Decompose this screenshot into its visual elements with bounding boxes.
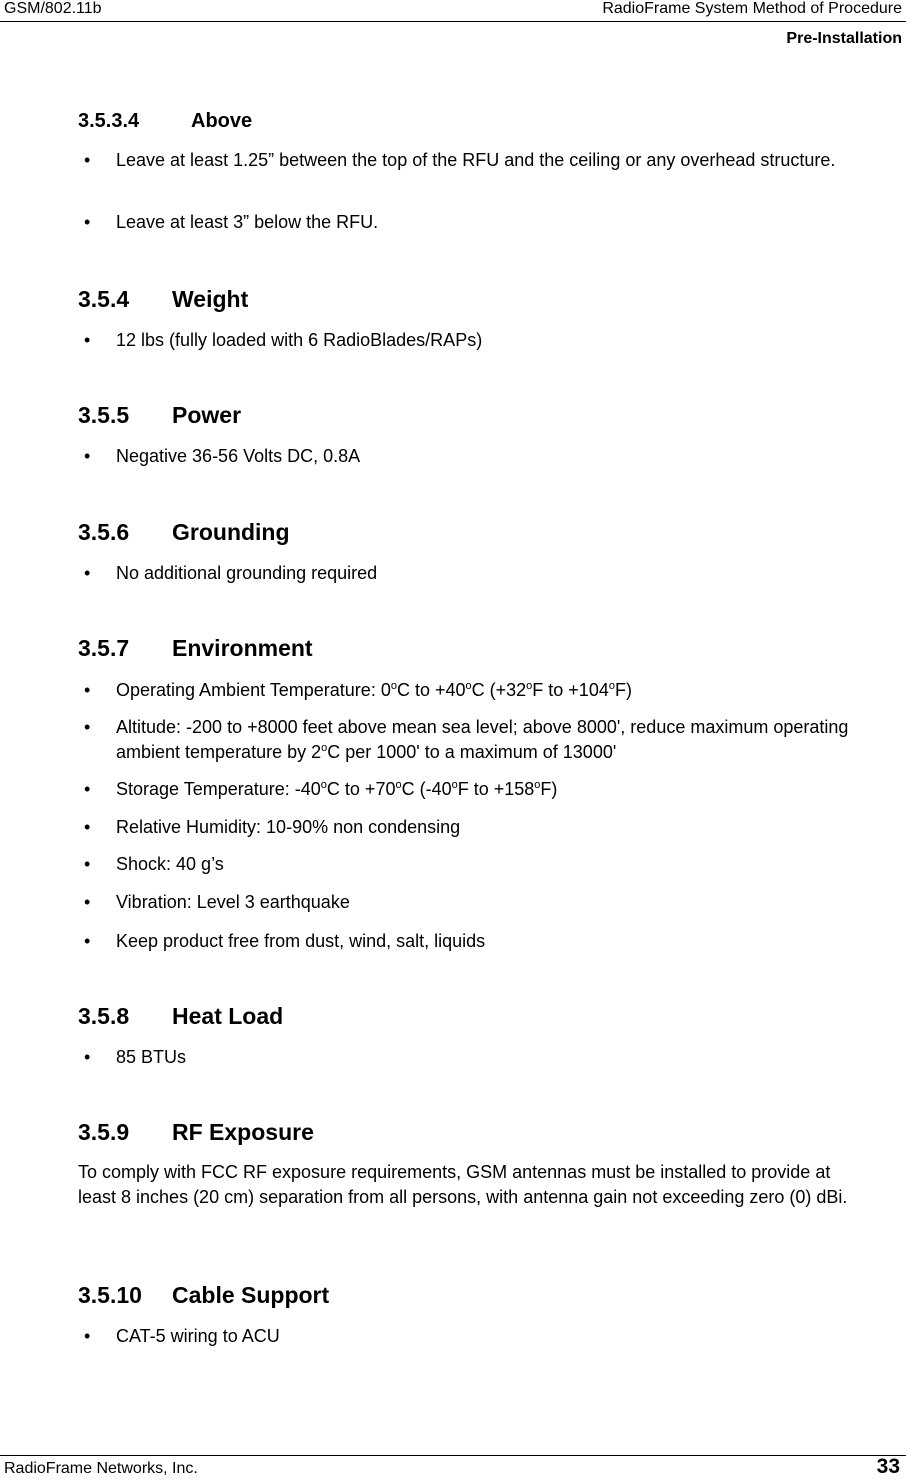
list-item-text: 85 BTUs xyxy=(116,1047,187,1067)
list-item xyxy=(78,678,878,703)
heading-number: 3.5.7 xyxy=(78,635,130,661)
list-item xyxy=(78,815,878,840)
bullet-icon: • xyxy=(84,892,91,912)
header-section: Pre-Installation xyxy=(786,30,902,47)
list-item xyxy=(78,929,878,954)
list-item-text: Leave at least 3” below the RFU. xyxy=(116,212,379,232)
list-item xyxy=(78,1324,878,1349)
header-doc-id: GSM/802.11b xyxy=(4,0,102,17)
heading-3-5-8 xyxy=(78,1003,283,1030)
page-number: 33 xyxy=(876,1455,900,1478)
bullet-icon: • xyxy=(84,1047,91,1067)
list-item xyxy=(78,777,878,802)
heading-3-5-6 xyxy=(78,519,290,546)
list-item xyxy=(78,890,878,915)
heading-3-5-10 xyxy=(78,1282,329,1309)
heading-number: 3.5.10 xyxy=(78,1282,142,1308)
heading-title: Weight xyxy=(172,286,249,312)
rf-exposure-paragraph: To comply with FCC RF exposure requirements, GSM antennas must be installed to provide at least 8 inches (20 cm) separation from all persons, with antenna gain not exceeding zero (0) dBi. xyxy=(78,1162,848,1207)
bullet-icon: • xyxy=(84,1326,91,1346)
heading-title: Environment xyxy=(172,635,313,661)
list-item xyxy=(78,444,878,469)
heading-title: Heat Load xyxy=(172,1003,284,1029)
heading-3-5-5 xyxy=(78,402,241,429)
list-item-text: Altitude: -200 to +8000 feet above mean sea level; above 8000', reduce maximum operating ambient temperature by 2$^o$C per 1000' to a maximum of 13000' xyxy=(116,717,849,762)
heading-3-5-7 xyxy=(78,635,313,662)
heading-title: Cable Support xyxy=(172,1282,330,1308)
list-item xyxy=(78,1045,878,1070)
list-item-text: 12 lbs (fully loaded with 6 RadioBlades/RAPs) xyxy=(116,330,483,350)
bullet-icon: • xyxy=(84,854,91,874)
heading-title: Power xyxy=(172,402,242,428)
bullet-icon: • xyxy=(84,717,91,737)
list-item-text: Shock: 40 g’s xyxy=(116,854,224,874)
list-item-text: Vibration: Level 3 earthquake xyxy=(116,892,350,912)
list-item-text: Leave at least 1.25” between the top of the RFU and the ceiling or any overhead structure. xyxy=(116,150,836,170)
list-item-text: Keep product free from dust, wind, salt, liquids xyxy=(116,931,486,951)
list-item-text: Storage Temperature: -40$^o$C to $+70^oC$ (-40$^o$F to $+158^oF$) xyxy=(116,779,558,799)
heading-3-5-3-4 xyxy=(78,110,252,133)
list-item xyxy=(78,148,878,173)
bullet-icon: • xyxy=(84,680,91,700)
heading-title: Grounding xyxy=(172,519,290,545)
heading-3-5-4 xyxy=(78,286,248,313)
bullet-icon: • xyxy=(84,330,91,350)
heading-number: 3.5.5 xyxy=(78,402,130,428)
footer-rule xyxy=(0,1455,906,1456)
list-item-text: No additional grounding required xyxy=(116,563,378,583)
list-item-text: Negative 36-56 Volts DC, 0.8A xyxy=(116,446,361,466)
bullet-icon: • xyxy=(84,817,91,837)
footer-company: RadioFrame Networks, Inc. xyxy=(4,1460,198,1477)
heading-number: 3.5.4 xyxy=(78,286,130,312)
list-item-text: Operating Ambient Temperature: 0$^o$C to $+40^oC$ ($+32^oF$ to $+104^oF$) xyxy=(116,680,632,700)
list-item xyxy=(78,852,878,877)
heading-title: Above xyxy=(191,110,253,132)
bullet-icon: • xyxy=(84,931,91,951)
bullet-icon: • xyxy=(84,563,91,583)
header-doc-title: RadioFrame System Method of Procedure xyxy=(602,0,902,17)
list-item xyxy=(78,328,878,353)
heading-3-5-9 xyxy=(78,1119,314,1146)
bullet-icon: • xyxy=(84,446,91,466)
bullet-icon: • xyxy=(84,779,91,799)
list-item xyxy=(78,210,878,235)
header-rule xyxy=(0,21,906,22)
list-item-text: CAT-5 wiring to ACU xyxy=(116,1326,280,1346)
heading-number: 3.5.6 xyxy=(78,519,130,545)
heading-number: 3.5.9 xyxy=(78,1119,130,1145)
heading-number: 3.5.3.4 xyxy=(78,110,140,132)
bullet-icon: • xyxy=(84,212,91,232)
heading-number: 3.5.8 xyxy=(78,1003,130,1029)
list-item-text: Relative Humidity: 10-90% non condensing xyxy=(116,817,461,837)
bullet-icon: • xyxy=(84,150,91,170)
list-item xyxy=(78,715,878,765)
list-item xyxy=(78,561,878,586)
heading-title: RF Exposure xyxy=(172,1119,314,1145)
